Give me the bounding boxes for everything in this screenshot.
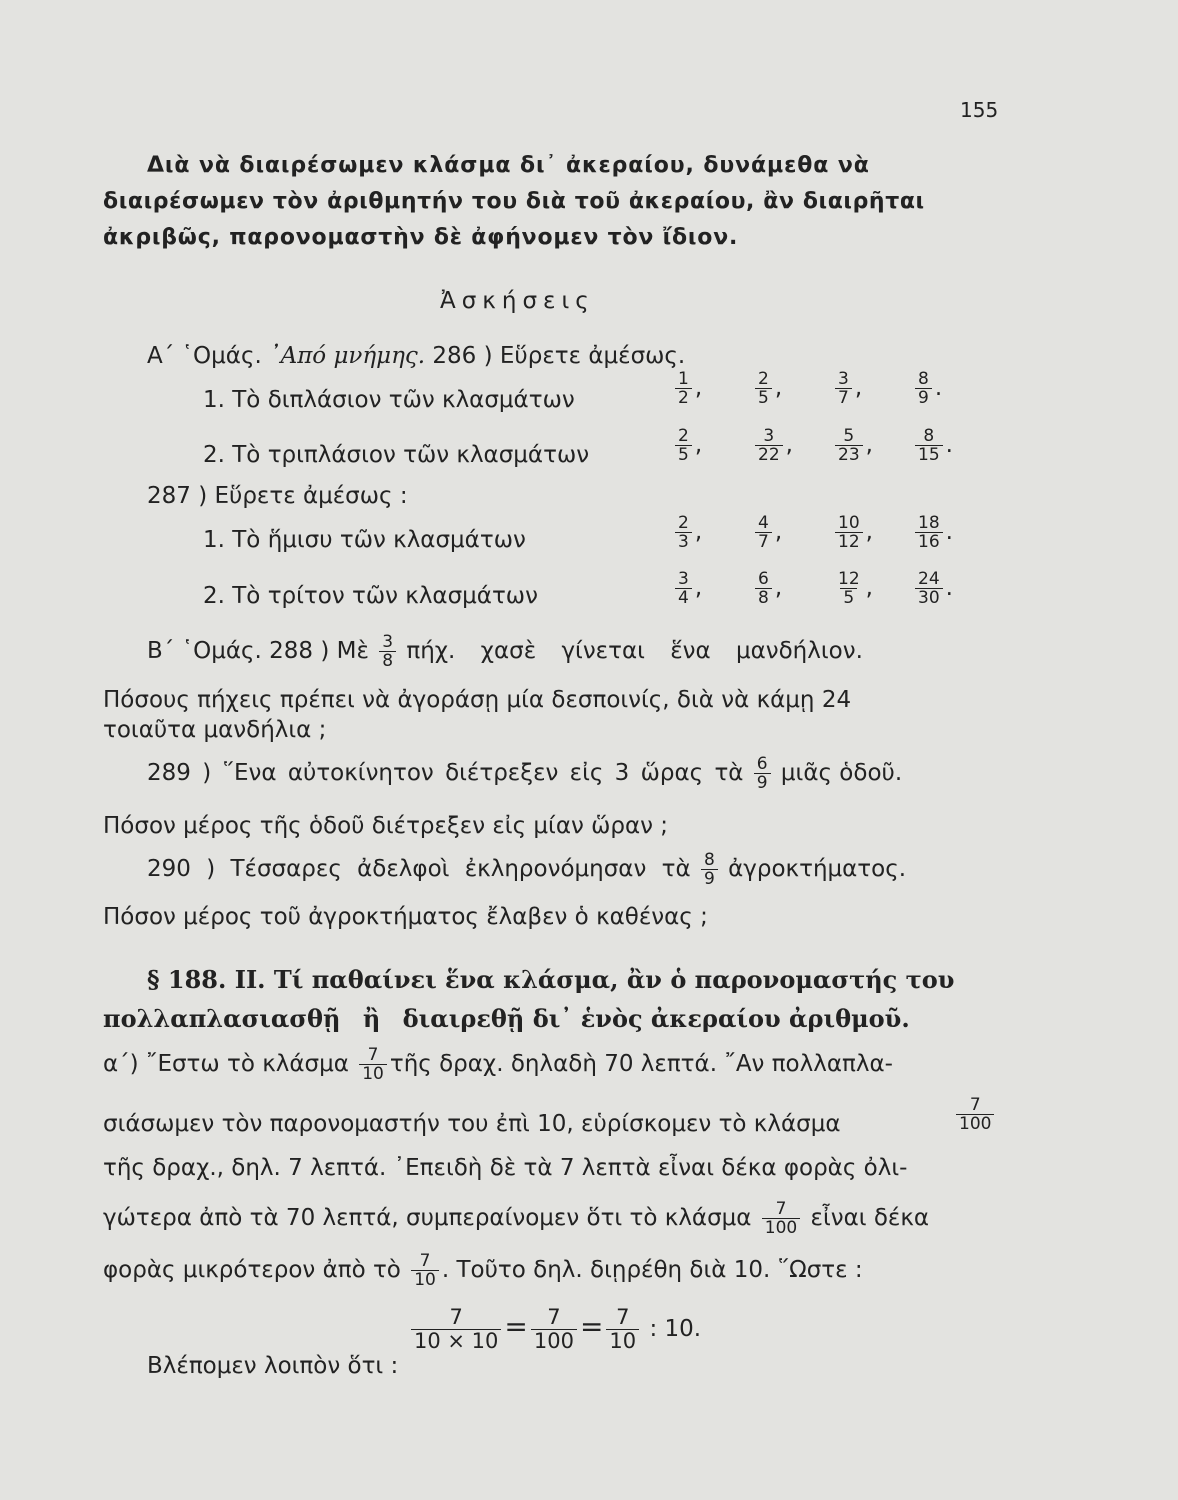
section-188-heading-1: § 188. ΙΙ. Τί παθαίνει ἕνα κλάσμα, ἂν ὁ παρονομαστής του [147,965,955,994]
numerator: 4 [758,513,769,533]
numerator: 8 [918,369,929,389]
numerator: 3 [763,426,775,446]
denominator: 15 [915,445,943,464]
numerator: 6 [758,569,769,589]
numerator: 1 [678,369,689,389]
numerator: 8 [703,850,715,870]
numerator: 10 [838,513,860,533]
group-a-mental: ᾿Από μνήμης. [269,343,426,369]
numerator: 2 [758,369,769,389]
fraction: $\frac{8}{15}$ . [912,427,953,464]
numerator: 7 [616,1305,630,1329]
numerator: 7 [775,1199,787,1219]
denominator: 100 [762,1218,800,1237]
paragraph-line-5 [103,1252,863,1289]
denominator: 16 [915,532,943,551]
item-286-2-label: 2. Τὸ τριπλάσιον τῶν κλασμάτων [203,442,590,468]
exercise-290-line-1 [147,851,906,888]
denominator: 4 [675,588,692,607]
numerator: 18 [918,513,940,533]
denominator: 23 [835,445,863,464]
denominator: 100 [531,1329,577,1353]
group-a-line [147,342,685,370]
heading-part-b: ἢ [362,1004,381,1033]
exercise-290-line-2: Πόσον μέρος τοῦ ἀγροκτήματος ἔλαβεν ὁ καθένας ; [103,904,708,930]
numerator: 7 [419,1251,431,1271]
exercise-289-line-2: Πόσον μέρος τῆς ὁδοῦ διέτρεξεν εἰς μίαν ὥραν ; [103,813,669,839]
fraction: $\frac{8}{9}$ . [912,370,942,407]
numerator: 5 [843,426,855,446]
denominator: 5 [840,588,857,607]
paragraph-line-2 [103,1110,841,1138]
exercise-289-line-1 [147,755,902,792]
exercises-heading: Ἀσκήσεις [440,288,595,314]
fraction: $\frac{18}{16}$ . [912,514,953,551]
page-number: 155 [960,98,999,122]
item-287-2-label: 2. Τὸ τρίτον τῶν κλασμάτων [203,583,538,609]
numerator: 12 [838,569,860,589]
numerator: 8 [923,426,935,446]
numerator: 7 [449,1305,463,1329]
p4-text-a: γώτερα ἀπὸ τὰ 70 λεπτά, συμπεραίνομεν ὅτι τὸ κλάσμα [103,1205,752,1231]
denominator: 7 [835,388,852,407]
equals-sign: = [504,1310,528,1343]
ex290-text-a: 290 ) Τέσσαρες ἀδελφοὶ ἐκληρονόμησαν τὰ [147,856,691,882]
fraction: $\frac{3}{22}$ , [752,427,793,464]
rule-line-1: Διὰ νὰ διαιρέσωμεν κλάσμα δι᾿ ἀκεραίου, δυνάμεθα νὰ [147,153,870,178]
p4-text-b: εἶναι δέκα [810,1205,930,1231]
denominator: 3 [675,532,692,551]
numerator: 7 [547,1305,561,1329]
equation [408,1302,701,1354]
fraction: $\frac{1}{2}$ , [672,370,702,407]
fraction: $\frac{10}{12}$ , [832,514,873,551]
numerator: 3 [838,369,849,389]
denominator: 2 [675,388,692,407]
exercise-288-line-3: τοιαῦτα μανδήλια ; [103,717,327,743]
denominator: 22 [755,445,783,464]
denominator: 10 [359,1064,387,1083]
denominator: 12 [835,532,863,551]
fraction: $\frac{12}{5}$ , [832,570,873,607]
ex289-text-a: 289 ) ῞Ενα αὐτοκίνητον διέτρεξεν εἰς 3 ὥρας τὰ [147,760,744,786]
ex288-text-b: πήχ. χασὲ γίνεται ἕνα μανδήλιον. [406,638,863,664]
fraction: $\frac{4}{7}$ , [752,514,782,551]
denominator: 5 [675,445,692,464]
numerator: 3 [382,632,394,652]
denominator: 10 [411,1270,439,1289]
rule-line-2: διαιρέσωμεν τὸν ἀριθμητήν του διὰ τοῦ ἀκεραίου, ἂν διαιρῆται [103,189,925,214]
conclusion-line: Βλέπομεν λοιπὸν ὅτι : [147,1353,399,1379]
fraction: $\frac{3}{4}$ , [672,570,702,607]
fraction: $\frac{3}{7}$ , [832,370,862,407]
ex290-text-b: ἀγροκτήματος. [728,856,907,882]
p1-text-b: τῆς δραχ. δηλαδὴ 70 λεπτά. ῎Αν πολλαπλα- [389,1051,893,1077]
fraction: $\frac{2}{3}$ , [672,514,702,551]
fraction: $\frac{5}{23}$ , [832,427,873,464]
fraction: $\frac{2}{5}$ , [752,370,782,407]
rule-line-3: ἀκριβῶς, παρονομαστὴν δὲ ἀφήνομεν τὸν ἴδιον. [103,225,739,250]
numerator: 7 [969,1095,981,1115]
numerator: 3 [678,569,689,589]
ex289-text-b: μιᾶς ὁδοῦ. [780,760,903,786]
heading-part-c: διαιρεθῇ δι᾿ ἑνὸς ἀκεραίου ἀριθμοῦ. [402,1004,910,1033]
exercise-287: 287 ) Εὕρετε ἀμέσως : [147,483,408,509]
exercise-286: 286 ) Εὕρετε ἀμέσως. [432,343,686,369]
exercise-288-line-2: Πόσους πήχεις πρέπει νὰ ἀγοράσῃ μία δεσποινίς, διὰ νὰ κάμῃ 24 [103,687,852,713]
denominator: 7 [755,532,772,551]
denominator: 10 × 10 [411,1329,501,1353]
fraction [953,1096,997,1133]
denominator: 9 [915,388,932,407]
denominator: 9 [701,869,718,888]
numerator: 7 [367,1045,379,1065]
numerator: 2 [678,513,689,533]
section-188-heading-2 [103,1005,910,1033]
denominator: 8 [755,588,772,607]
fraction: $\frac{2}{5}$ , [672,427,702,464]
p1-text-a: α΄) ῎Εστω τὸ κλάσμα [103,1051,349,1077]
p2-text-a: σιάσωμεν τὸν παρονομαστήν του ἐπὶ 10, εὑρίσκομεν τὸ κλάσμα [103,1111,841,1137]
p5-text-b: . Τοῦτο δηλ. διῃρέθη διὰ 10. ῞Ωστε : [441,1257,863,1283]
numerator: 6 [756,754,768,774]
denominator: 9 [754,773,771,792]
exercise-288-line-1 [147,633,863,670]
fraction: $\frac{24}{30}$ . [912,570,953,607]
equals-sign: = [579,1310,604,1343]
denominator: 10 [606,1329,639,1353]
denominator: 100 [956,1114,994,1133]
numerator: 2 [678,426,689,446]
heading-part-a: πολλαπλασιασθῇ [103,1004,341,1033]
denominator: 30 [915,588,943,607]
item-286-1-label: 1. Τὸ διπλάσιον τῶν κλασμάτων [203,387,575,413]
p5-text-a: φορὰς μικρότερον ἀπὸ τὸ [103,1257,401,1283]
item-287-1-label: 1. Τὸ ἥμισυ τῶν κλασμάτων [203,527,526,553]
paragraph-line-1 [103,1046,893,1083]
fraction: $\frac{6}{8}$ , [752,570,782,607]
denominator: 5 [755,388,772,407]
denominator: 8 [379,651,396,670]
ex288-text-a: Β΄ ῾Ομάς. 288 ) Μὲ [147,638,369,664]
numerator: 24 [918,569,940,589]
equation-tail: : 10. [649,1316,702,1342]
group-a-label: Α΄ ῾Ομάς. [147,343,262,369]
paragraph-line-3: τῆς δραχ., δηλ. 7 λεπτά. ᾿Επειδὴ δὲ τὰ 7 λεπτὰ εἶναι δέκα φορὰς ὀλι- [103,1155,908,1181]
paragraph-line-4 [103,1200,929,1237]
